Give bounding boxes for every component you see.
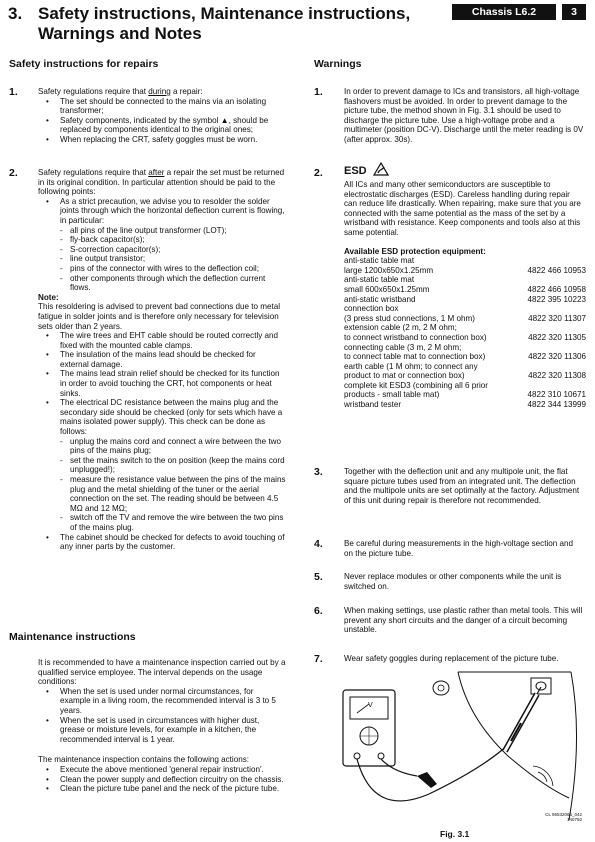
esd-equipment-table xyxy=(344,256,586,410)
equipment-description: small 600x650x1.25mm xyxy=(344,284,430,294)
section-number: 3. xyxy=(8,4,23,23)
equipment-description: anti-static table mat xyxy=(344,275,415,285)
equipment-description: product to mat or connection box) xyxy=(344,371,465,381)
equipment-description: extension cable (2 m, 2 M ohm; xyxy=(344,323,457,333)
table-row xyxy=(344,314,586,324)
title-line-2: Warnings and Notes xyxy=(38,24,202,43)
maintenance-intro: It is recommended to have a maintenance inspection carried out by a qualified service employee. The interval depends on the usage conditions: xyxy=(38,658,286,687)
repair-item-2 xyxy=(38,168,286,552)
maintenance-actions-intro: The maintenance inspection contains the following actions: xyxy=(38,755,250,765)
table-row xyxy=(344,295,586,305)
equipment-description: connection box xyxy=(344,304,399,314)
equipment-description: to connect table mat to connection box) xyxy=(344,352,486,362)
item-number: 2. xyxy=(314,167,323,179)
equipment-code: 4822 320 11308 xyxy=(528,371,586,381)
note-text: This resoldering is advised to prevent bad connections due to metal fatigue in solder joints and is therefore only necessary for television sets older than 2 years. xyxy=(38,302,281,331)
note-label: Note: xyxy=(38,292,59,302)
warning-5: Never replace modules or other components while the unit is switched on. xyxy=(344,572,562,591)
warning-7: Wear safety goggles during replacement of the picture tube. xyxy=(344,654,559,663)
table-row xyxy=(344,343,586,353)
list-item: • The set should be connected to the mains via an isolating transformer; xyxy=(38,97,286,116)
table-row xyxy=(344,352,586,362)
equipment-description: earth cable (1 M ohm; to connect any xyxy=(344,361,478,371)
repair-item-1-lead: Safety regulations require that during a repair: xyxy=(38,87,203,96)
item-number: 1. xyxy=(9,86,18,98)
equipment-description: complete kit ESD3 (combining all 6 prior xyxy=(344,380,488,390)
equipment-code xyxy=(516,256,586,266)
warning-6: When making settings, use plastic rather than metal tools. This will prevent any short circuits and the danger of a circuit becoming unstable. xyxy=(344,606,583,635)
equipment-code xyxy=(516,343,586,353)
equipment-code xyxy=(516,304,586,314)
equipment-code xyxy=(516,275,586,285)
chassis-badge: Chassis L6.2 xyxy=(452,4,556,20)
repair-item-2-lead: Safety regulations require that after a repair the set must be returned in its original condition. In particular attention should be paid to the following points: xyxy=(38,168,285,197)
table-row xyxy=(344,285,586,295)
list-item: • The insulation of the mains lead should be checked for external damage. xyxy=(38,350,286,369)
item-number: 6. xyxy=(314,605,323,617)
equipment-code: 4822 320 11305 xyxy=(528,332,586,342)
table-row xyxy=(344,323,586,333)
equipment-code xyxy=(516,381,586,391)
table-row xyxy=(344,266,586,276)
item-number: 5. xyxy=(314,571,323,583)
warning-4: Be careful during measurements in the high-voltage section and on the picture tube. xyxy=(344,539,574,558)
equipment-description: products - small table mat) xyxy=(344,390,440,400)
item-number: 4. xyxy=(314,538,323,550)
list-item: • Safety components, indicated by the symbol ▲, should be replaced by components identical to the original ones; xyxy=(38,116,286,135)
equipment-description: (3 press stud connections, 1 M ohm) xyxy=(344,313,475,323)
table-row xyxy=(344,400,586,410)
equipment-code: 4822 395 10223 xyxy=(527,294,586,304)
list-item: • Clean the picture tube panel and the neck of the picture tube. xyxy=(38,784,286,794)
table-row xyxy=(344,381,586,391)
warning-1: In order to prevent damage to ICs and transistors, all high-voltage flashovers must be avoided. In order to prevent damage to the picture tube, the method shown in Fig. 3.1 should be used to discharge the picture tube. Use a high-voltage probe and a multimeter (position DC-V). Discharge until the meter reading is 0V (after approx. 30s). xyxy=(344,87,584,144)
equipment-code: 4822 320 11306 xyxy=(528,352,586,362)
title-line-1: Safety instructions, Maintenance instructions, xyxy=(38,4,411,23)
table-row xyxy=(344,371,586,381)
item-number: 1. xyxy=(314,86,323,98)
table-row xyxy=(344,362,586,372)
equipment-description: to connect wristband to connection box) xyxy=(344,332,487,342)
list-item: • The electrical DC resistance between the mains plug and the secondary side should be checked (only for sets which have a mains isolated power supply). This check can be done as follows: - unplug the mains cord and connect a wire between the two pins of the mains plug; - set the mains switch to the on position (keep the mains cord unplugged!); - measure the resistance value between the pins of the mains plug and the metal shielding of the tuner or the aerial connection on the set. The reading should be between 4.5 MΩ and 12 MΩ; - switch off the TV and remove the wire between the two pins of the mains plug. xyxy=(38,398,286,532)
maintenance-body xyxy=(38,658,286,794)
list-item: • Clean the power supply and deflection circuitry on the chassis. xyxy=(38,775,286,785)
list-item: • The cabinet should be checked for defects to avoid touching of any inner parts by the customer. xyxy=(38,533,286,552)
esd-text: All ICs and many other semiconductors are susceptible to electrostatic discharges (ESD). Careless handling during repair can reduce life drastically. When repairing, make sure that you are connected with the same potential as the mass of the set by a wristband with resistance. Keep components and tools also at this same potential. xyxy=(344,180,581,237)
meter-display-label: V xyxy=(368,702,373,709)
equipment-description: connecting cable (3 m, 2 M ohm; xyxy=(344,342,462,352)
equipment-description: wristband tester xyxy=(344,400,402,410)
item-number: 7. xyxy=(314,653,323,665)
equipment-description: anti-static wristband xyxy=(344,294,416,304)
table-row xyxy=(344,390,586,400)
page-number-badge: 3 xyxy=(562,4,586,20)
equipment-code: 4822 344 13999 xyxy=(527,400,586,410)
figure-code: CL 96532066_042 140792 xyxy=(545,812,582,822)
figure-caption: Fig. 3.1 xyxy=(440,829,470,839)
list-item: • As a strict precaution, we advise you to resolder the solder joints through which the horizontal deflection current is flowing, in particular: - all pins of the line output transformer (LOT); - fly-back capacitor(s); - S-correction capacitor(s); - line output transistor; - pins of the connector with wires to the deflection coil; - other components through which the deflection current flows. xyxy=(38,197,286,293)
list-item: - line output transistor; xyxy=(38,254,286,264)
table-row xyxy=(344,333,586,343)
list-item: • The wire trees and EHT cable should be routed correctly and fixed with the mounted cable clamps. xyxy=(38,331,286,350)
repair-item-1-bullets xyxy=(38,97,286,145)
section-heading-maintenance: Maintenance instructions xyxy=(9,631,136,643)
list-item: - switch off the TV and remove the wire between the two pins of the mains plug. xyxy=(38,513,286,532)
section-heading-warnings: Warnings xyxy=(314,58,362,70)
item-number: 2. xyxy=(9,167,18,179)
equipment-code: 4822 466 10953 xyxy=(527,265,586,275)
list-item: - other components through which the deflection current flows. xyxy=(38,274,286,293)
list-item: • When replacing the CRT, safety goggles must be worn. xyxy=(38,135,286,145)
table-row xyxy=(344,275,586,285)
esd-warning-icon xyxy=(373,162,389,176)
list-item: - set the mains switch to the on position (keep the mains cord unplugged!); xyxy=(38,456,286,475)
list-item: - measure the resistance value between the pins of the mains plug and the metal shielding of the tuner or the aerial connection on the set. The reading should be between 4.5 MΩ and 12 MΩ; xyxy=(38,475,286,513)
list-item: • The mains lead strain relief should be checked for its function in order to avoid touching the CRT, hot components or heat sinks. xyxy=(38,369,286,398)
list-item: - pins of the connector with wires to the deflection coil; xyxy=(38,264,286,274)
item-number: 3. xyxy=(314,466,323,478)
equipment-code xyxy=(516,362,586,372)
equipment-description: large 1200x650x1.25mm xyxy=(344,265,434,275)
table-row xyxy=(344,304,586,314)
warning-3: Together with the deflection unit and any multipole unit, the flat square picture tubes used from an integrated unit. The deflection and the multipole units are set optimally at the factory. Adjustment of this unit during repair is therefore not recommended. xyxy=(344,467,580,505)
equipment-code: 4822 310 10671 xyxy=(527,390,586,400)
list-item: - S-correction capacitor(s); xyxy=(38,245,286,255)
esd-heading: ESD xyxy=(344,165,367,177)
equipment-code: 4822 320 11307 xyxy=(528,313,586,323)
list-item: - all pins of the line output transformer (LOT); xyxy=(38,226,286,236)
repair-item-1 xyxy=(38,87,286,145)
section-heading-repairs: Safety instructions for repairs xyxy=(9,58,159,70)
discharge-diagram xyxy=(333,668,588,828)
page-title xyxy=(8,4,428,44)
list-item: - unplug the mains cord and connect a wire between the two pins of the mains plug; xyxy=(38,437,286,456)
esd-body xyxy=(344,180,584,410)
esd-equipment-title: Available ESD protection equipment: xyxy=(344,246,486,256)
list-item: - fly-back capacitor(s); xyxy=(38,235,286,245)
table-row xyxy=(344,256,586,266)
equipment-code xyxy=(516,323,586,333)
list-item: • When the set is used under normal circumstances, for example in a living room, the recommended interval is 3 to 5 years. xyxy=(38,687,286,716)
list-item: • When the set is used in circumstances with higher dust, grease or moisture levels, for example in a kitchen, the recommended interval is 1 year. xyxy=(38,716,286,745)
equipment-description: anti-static table mat xyxy=(344,256,415,266)
equipment-code: 4822 466 10958 xyxy=(527,284,586,294)
list-item: • Execute the above mentioned 'general repair instruction'. xyxy=(38,765,286,775)
